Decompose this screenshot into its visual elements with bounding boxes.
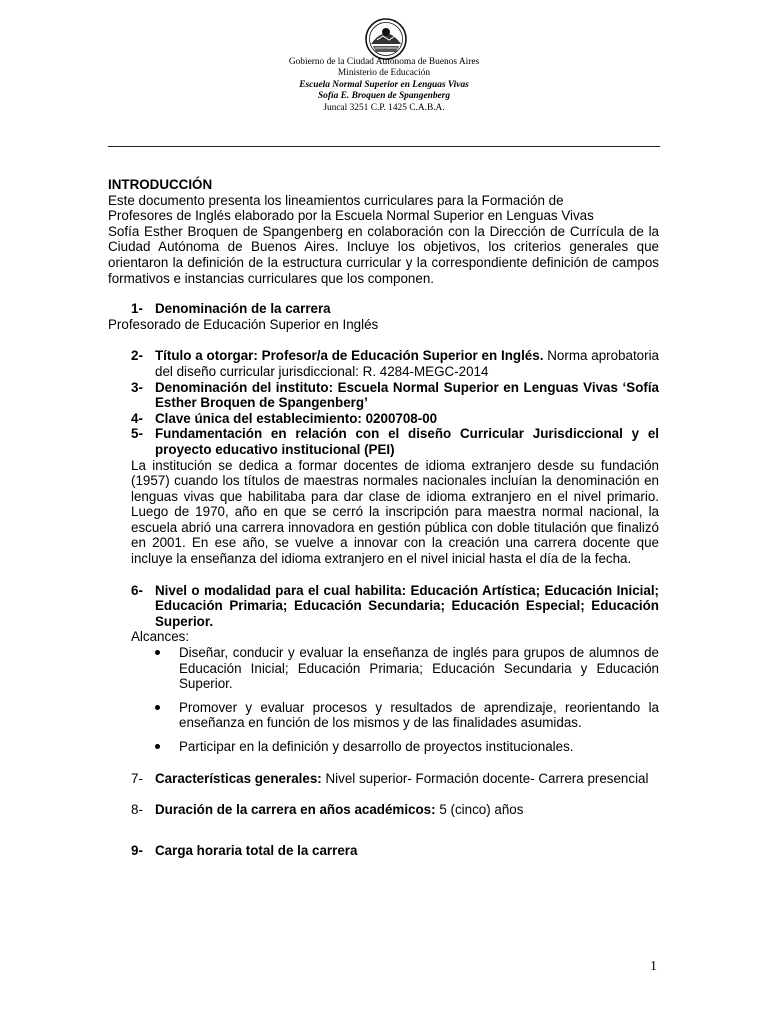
bullet-icon — [155, 705, 160, 710]
list-item-text: Promover y evaluar procesos y resultados de aprendizaje, reorientando la enseñanza en función de los mismos y de las finalidades asumidas. — [179, 699, 659, 731]
section-title: Título a otorgar: Profesor/a de Educación Superior en Inglés. — [155, 348, 544, 364]
section-2 — [108, 348, 659, 379]
header-divider — [108, 146, 660, 147]
section-number: 9- — [131, 842, 143, 858]
section-number: 4- — [131, 410, 143, 426]
header-address: Juncal 3251 C.P. 1425 C.A.B.A. — [323, 102, 445, 113]
intro-line-2: Profesores de Inglés elaborado por la Escuela Normal Superior en Lenguas Vivas — [108, 208, 594, 224]
section-number: 2- — [131, 348, 143, 364]
page-number: 1 — [650, 959, 657, 974]
section-number: 7- — [131, 770, 143, 786]
bullet-icon — [155, 744, 160, 749]
header-school: Escuela Normal Superior en Lenguas Vivas — [299, 79, 469, 90]
section-title: Denominación de la carrera — [155, 301, 331, 317]
coat-of-arms-seal-icon — [365, 18, 407, 60]
list-item-text: Diseñar, conducir y evaluar la enseñanza de inglés para grupos de alumnos de Educación Inicial; Educación Primaria; Educación Secundaria y Educación Superior. — [179, 645, 659, 692]
section-title: Nivel o modalidad para el cual habilita: Educación Artística; Educación Inicial; Educación Primaria; Educación Secundaria; Educación Especial; Educación Superior. — [155, 582, 659, 629]
list-item — [108, 700, 659, 731]
list-item — [108, 645, 659, 692]
section-5-text: La institución se dedica a formar docentes de idioma extranjero desde su fundación (1957) cuando los títulos de maestras normales nacionales incluían la denominación en lenguas vivas que habilitaba para dar clase de idioma extranjero en el nivel primario. Luego de 1970, año en que se cerró la inscripción para maestra normal nacional, la escuela abrió una carrera innovadora en gestión pública con doble titulación que finalizó en 2001. En ese año, se vuelve a innovar con la creación una carrera docente que incluye la enseñanza del idioma extranjero en el nivel inicial hasta el día de la fecha. — [131, 457, 659, 567]
section-number: 5- — [131, 426, 143, 442]
section-number: 8- — [131, 802, 143, 818]
section-title: Denominación del instituto: Escuela Normal Superior en Lenguas Vivas ‘Sofía Esther Broquen de Spangenberg’ — [155, 379, 659, 411]
section-title: Clave única del establecimiento: 0200708-00 — [155, 410, 438, 426]
section-number: 3- — [131, 379, 143, 395]
section-text: Nivel superior- Formación docente- Carrera presencial — [325, 770, 649, 786]
section-text: Norma aprobatoria del diseño curricular jurisdiccional: R. 4284-MEGC-2014 — [155, 348, 659, 379]
section-5 — [108, 426, 659, 457]
section-number: 6- — [131, 582, 143, 598]
document-body — [108, 177, 659, 858]
header-ministry: Ministerio de Educación — [337, 68, 431, 79]
section-title: Carga horaria total de la carrera — [155, 842, 358, 858]
section-7 — [108, 771, 659, 787]
section-title: Características generales: — [155, 770, 322, 786]
section-6 — [108, 583, 659, 630]
section-text: 5 (cinco) años — [439, 802, 524, 818]
header-school-name: Sofía E. Broquen de Spangenberg — [317, 91, 451, 102]
bullet-icon — [155, 650, 160, 655]
section-1-text: Profesorado de Educación Superior en Inglés — [108, 316, 379, 332]
section-3 — [108, 380, 659, 411]
section-1-heading — [108, 301, 659, 317]
document-header — [0, 57, 768, 114]
section-8 — [108, 802, 659, 818]
intro-line-1: Este documento presenta los lineamientos curriculares para la Formación de — [108, 192, 564, 208]
section-9 — [108, 843, 659, 859]
intro-paragraph: Sofía Esther Broquen de Spangenberg en colaboración con la Dirección de Currícula de la Ciudad Autónoma de Buenos Aires. Incluye los objetivos, los criterios generales que orientaron la definición de la estructura curricular y la correspondiente definición de campos formativos e instancias curriculares que los componen. — [108, 223, 659, 286]
section-title: Duración de la carrera en años académicos: — [155, 802, 436, 818]
section-title: Fundamentación en relación con el diseño Curricular Jurisdiccional y el proyecto educativo institucional (PEI) — [155, 426, 659, 457]
section-number: 1- — [131, 301, 143, 317]
header-government: Gobierno de la Ciudad Autónoma de Buenos Aires — [288, 57, 480, 67]
list-item — [108, 739, 659, 755]
list-item-text: Participar en la definición y desarrollo de proyectos institucionales. — [179, 739, 574, 754]
intro-heading: INTRODUCCIÓN — [108, 177, 213, 192]
alcances-label: Alcances: — [131, 629, 190, 645]
section-4 — [108, 411, 659, 427]
